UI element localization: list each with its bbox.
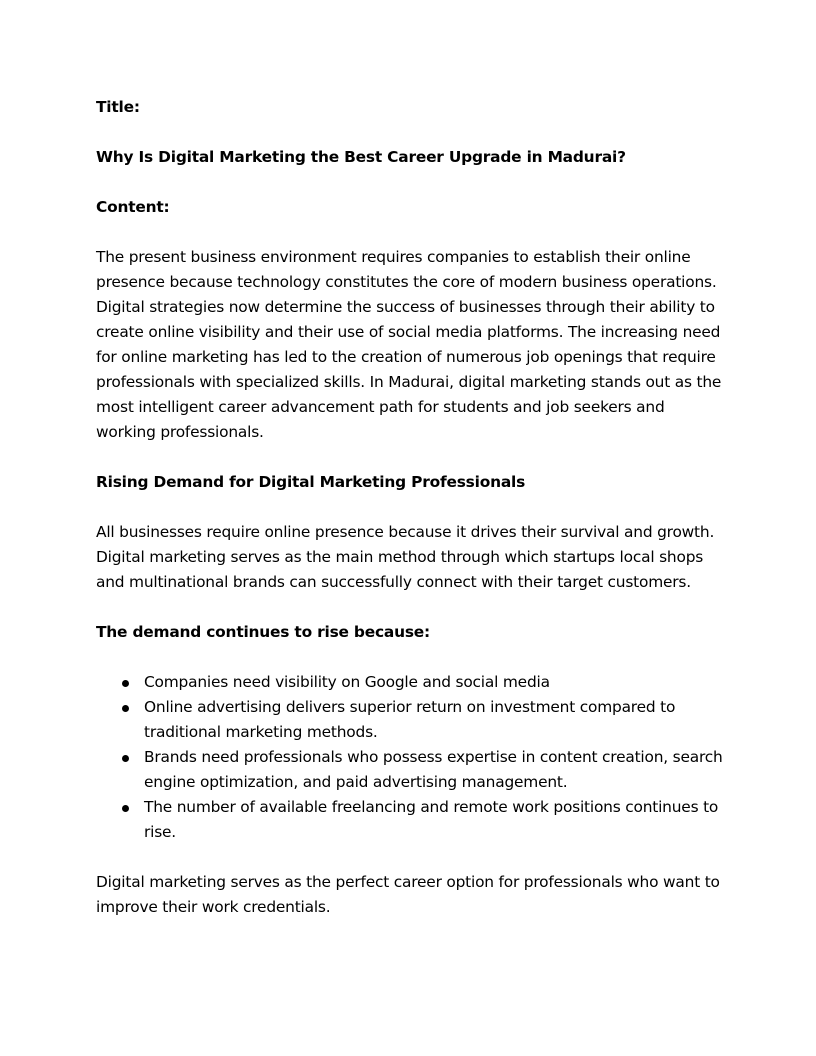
paragraph-line: create online visibility and their use of social media platforms. The increasing need — [96, 323, 721, 341]
paragraph-line: Digital marketing serves as the main method through which startups local shops — [96, 548, 704, 566]
list-item-text: rise. — [144, 823, 176, 841]
list-item-text: Companies need visibility on Google and social media — [144, 673, 550, 691]
title-label: Title: — [96, 98, 140, 116]
paragraph-line: The present business environment requires companies to establish their online — [96, 248, 691, 266]
bullet-icon — [122, 680, 129, 687]
spacer — [96, 845, 726, 870]
paragraph-line: and multinational brands can successfully connect with their target customers. — [96, 573, 691, 591]
bullet-icon — [122, 755, 129, 762]
paragraph-line: for online marketing has led to the creation of numerous job openings that require — [96, 348, 716, 366]
demand-heading: The demand continues to rise because: — [96, 623, 431, 641]
paragraph-line: Digital strategies now determine the success of businesses through their ability to — [96, 298, 715, 316]
intro-paragraph — [96, 245, 726, 445]
spacer — [96, 170, 726, 195]
list-item — [96, 695, 726, 745]
list-item-text: engine optimization, and paid advertising management. — [144, 773, 568, 791]
list-item — [96, 745, 726, 795]
rising-demand-paragraph — [96, 520, 726, 595]
bullet-icon — [122, 805, 129, 812]
bullet-icon — [122, 705, 129, 712]
section-heading-rising-demand: Rising Demand for Digital Marketing Professionals — [96, 473, 526, 491]
paragraph-line: improve their work credentials. — [96, 898, 331, 916]
article-heading: Why Is Digital Marketing the Best Career Upgrade in Madurai? — [96, 148, 626, 166]
paragraph-line: professionals with specialized skills. In Madurai, digital marketing stands out as the — [96, 373, 722, 391]
spacer — [96, 645, 726, 670]
list-item — [96, 795, 726, 845]
spacer — [96, 495, 726, 520]
list-item-text: The number of available freelancing and remote work positions continues to — [144, 798, 719, 816]
spacer — [96, 595, 726, 620]
spacer — [96, 120, 726, 145]
paragraph-line: most intelligent career advancement path for students and job seekers and — [96, 398, 665, 416]
list-item-text: Online advertising delivers superior return on investment compared to — [144, 698, 676, 716]
document-page — [96, 95, 726, 920]
list-item — [96, 670, 726, 695]
list-item-text: traditional marketing methods. — [144, 723, 378, 741]
list-item-text: Brands need professionals who possess expertise in content creation, search — [144, 748, 723, 766]
closing-paragraph — [96, 870, 726, 920]
paragraph-line: Digital marketing serves as the perfect career option for professionals who want to — [96, 873, 720, 891]
spacer — [96, 220, 726, 245]
paragraph-line: working professionals. — [96, 423, 264, 441]
paragraph-line: presence because technology constitutes the core of modern business operations. — [96, 273, 717, 291]
demand-bullet-list — [96, 670, 726, 845]
content-label: Content: — [96, 198, 170, 216]
paragraph-line: All businesses require online presence because it drives their survival and growth. — [96, 523, 715, 541]
spacer — [96, 445, 726, 470]
